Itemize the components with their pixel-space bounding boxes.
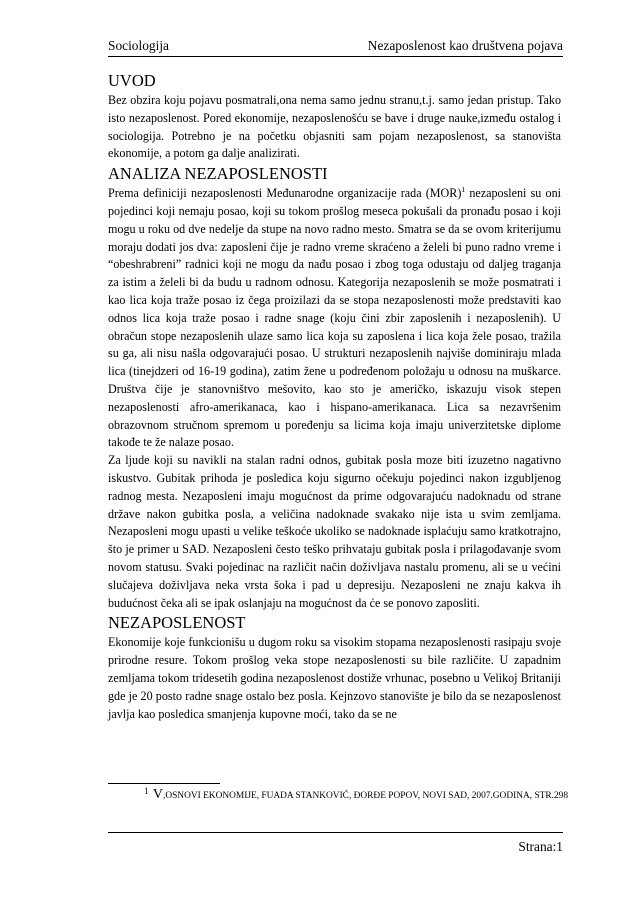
section-title-uvod: UVOD xyxy=(108,71,156,90)
footnote-number: 1 xyxy=(144,785,149,796)
section-title-analiza: ANALIZA NEZAPOSLENOSTI xyxy=(108,164,328,184)
page-number: Strana:1 xyxy=(518,839,563,854)
section-title-nezaposlenost: NEZAPOSLENOST xyxy=(108,613,246,633)
footnote xyxy=(144,785,569,803)
paragraph-analiza-1 xyxy=(108,185,561,452)
header-title: Nezaposlenost kao društvena pojava xyxy=(367,38,563,53)
footnote-first-letter: V xyxy=(152,787,163,802)
footnote-text: ,OSNOVI EKONOMIJE, FUADA STANKOVIĆ, ĐORĐE POPOV, NOVI SAD, 2007.GODINA, STR.298 xyxy=(162,791,569,801)
footer-separator xyxy=(108,832,563,833)
paragraph-analiza-1-start: Prema definiciji nezaposlenosti Međunarodne organizacije rada (MOR) xyxy=(108,186,462,201)
main-content xyxy=(108,70,561,723)
paragraph-analiza-1-rest: nezaposleni su oni pojedinci koji nemaju posao, koji su tokom prošlog meseca pokušali da pronađu posao i koji mogu u roku od dve nedelje da stupe na novo radno mesto. Smatra se da se ovom kriterijumu moraju dodati jos dva: zaposleni čije je radno vreme skraćeno a želeli bi puno radno vreme i “obeshrabreni” radnici koji ne mogu da nađu posao i zbog toga odustaju od daljeg traganja za istim a želeli bi da budu u radnom odnosu. Kategorija nezaposlenih se može posmatrati i kao lica koja traže posao iz čega proizilazi da se stopa nezaposlenosti može predstaviti kao odnos lica koja traže posao i radne snage (koju čini zbir zaposlenih i nezaposlenih). U obračun stope nezaposlenih ulaze samo lica koja su zaposlena i lica koja žele posao, tražila su ga, ali nisu našla odgovarajući posao. U strukturi nezaposlenih najviše dominiraju mlada lica (tinejdzeri od 16-19 godina), zatim žene u podređenom položaju u odnosu na muškarce. Društva čije je stanovništvo mešovito, kao sto je američko, iskazuju visok stepen nezaposlenosti afro-amerikanaca, kao i hispano-amerikanaca. Lica sa nezavršenim obrazovnom stručnom spremom u poređenju sa licima koja imaju univerzitetske diplome takođe te že nalaze posao. xyxy=(108,186,561,450)
paragraph-analiza-2: Za ljude koji su navikli na stalan radni odnos, gubitak posla moze biti izuzetno nagativno iskustvo. Gubitak prihoda je posledica koju sigurno očekuju pojedinci nakon izgubljenog radnog mesta. Nezaposleni imaju mogućnost da prime odgovarajuću nadoknadu od strane države nakon gubitka posla, a veličina nadoknade svakako nije ista u svim zemljama. Nezaposleni mogu upasti u velike teškoće ukoliko se nadoknade isplaćuju samo kratkotrajno, što je primer u SAD. Nezaposleni često teško prihvataju gubitak posla i prilagođavanje svom novom statusu. Svaki pojedinac na različit način doživljava nastalu promenu, ali se u većini slučajeva doživljava neka vrsta šoka i pad u depresiju. Nezaposleni ne znaju kakva ih budućnost čeka ali se ipak oslanjaju na mogućnost da će se ponovo zaposliti. xyxy=(108,453,561,610)
paragraph-nezaposlenost: Ekonomije koje funkcionišu u dugom roku sa visokim stopama nezaposlenosti rasipaju svoje prirodne resure. Tokom prošlog veka stope nezaposlenosti su bile različite. U zapadnim zemljama tokom tridesetih godina nezaposlenost dostiže vrhunac, posebno u Velikoj Britaniji gde je 20 posto radne snage ostalo bez posla. Kejnzovo stanovište je bilo da se nezaposlenost javlja kao posledica smanjenja kupovne moći, tako da se ne xyxy=(108,635,561,721)
running-header xyxy=(108,36,563,57)
header-subject: Sociologija xyxy=(108,38,169,53)
paragraph-uvod: Bez obzira koju pojavu posmatrali,ona nema samo jednu stranu,t.j. samo jedan pristup. Tako isto nezaposlenost. Pored ekonomije, nezaposlenošću se bave i druge nauke,između ostalog i sociologija. Potrebno je na početku objasniti sam pojam nezaposlenost, sa stanovišta ekonomije, a potom ga dalje analizirati. xyxy=(108,93,561,161)
footnote-separator xyxy=(108,783,220,784)
footnote-reference[interactable]: 1 xyxy=(461,185,466,195)
